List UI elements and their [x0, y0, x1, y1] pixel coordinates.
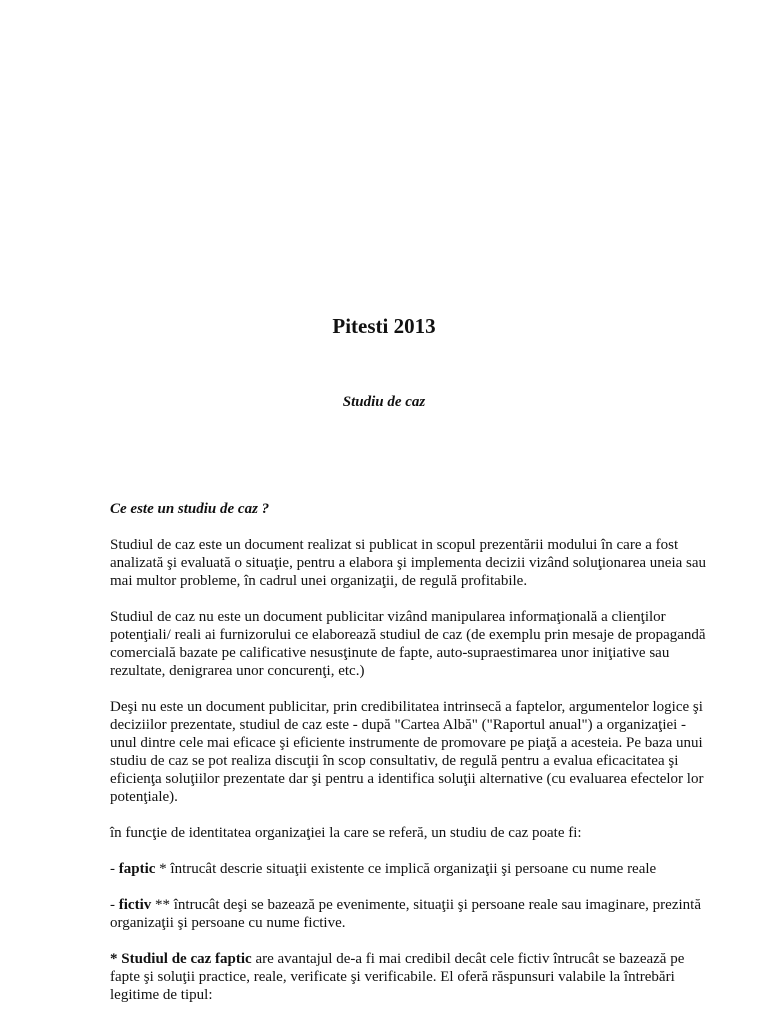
paragraph-not-advertising: Studiul de caz nu este un document publicitar vizând manipularea informaţională a clienţilor potenţiali/ reali ai furnizorului ce elaborează studiul de caz (de exemplu prin mesaje de propagandă comercială bazate pe calificative nesusţinute de fapte, auto-supraestimarea unor iniţiative sau rezultate, denigrarea unor concurenţi, etc.) [110, 609, 706, 679]
list-item-prefix: - [110, 897, 119, 913]
list-item-description: ** întrucât deşi se bazează pe evenimente, situaţii şi persoane reale sau imaginare, prezintă organizaţii şi persoane cu nume fictive. [110, 897, 701, 931]
document-subtitle: Studiu de caz [342, 394, 426, 410]
paragraph-credibility: Deşi nu este un document publicitar, prin credibilitatea intrinsecă a faptelor, argumentelor logice şi deciziilor prezentate, studiul de caz este - după "Cartea Albă" ("Raportul anual") a organizaţiei - unul dintre cele mai eficace şi eficiente instrumente de promovare pe piaţă a acesteia. Pe baza unui studiu de caz se pot realiza discuţii în scop consultativ, de regulă pentru a evalua eficacitatea şi eficienţa soluţiilor prezentate dar şi pentru a identifica soluţii alternative (cu evaluarea efectelor lor potenţiale). [110, 699, 704, 805]
list-item-prefix: - [110, 861, 119, 877]
paragraph-faptic-advantage [110, 950, 710, 1004]
list-item-term: faptic [118, 861, 156, 877]
list-item-faptic [110, 860, 710, 878]
document-body [110, 500, 710, 1022]
list-item-description: * întrucât descrie situaţii existente ce implică organizaţii şi persoane cu nume reale [155, 861, 657, 877]
document-title: Pitesti 2013 [332, 314, 436, 338]
paragraph-types-intro: în funcţie de identitatea organizaţiei la care se referă, un studiu de caz poate fi: [110, 825, 582, 841]
paragraph-definition: Studiul de caz este un document realizat si publicat in scopul prezentării modului în care a fost analizată şi evaluată o situaţie, pentru a elabora şi implementa decizii vizând soluţionarea uneia sau mai multor probleme, în cadrul unei organizaţii, de regulă profitabile. [110, 537, 707, 589]
paragraph-lead-rest: are avantajul de-a fi mai credibil decât cele fictiv întrucât se bazează pe fapte şi soluţii practice, reale, verificate şi verificabile. El oferă răspunsuri valabile la întrebări legitime de tipul: [110, 951, 685, 1003]
section-heading: Ce este un studiu de caz ? [110, 501, 270, 517]
list-item-fictiv [110, 896, 710, 932]
list-item-term: fictiv [118, 897, 152, 913]
paragraph-lead-bold: * Studiul de caz faptic [110, 951, 252, 967]
